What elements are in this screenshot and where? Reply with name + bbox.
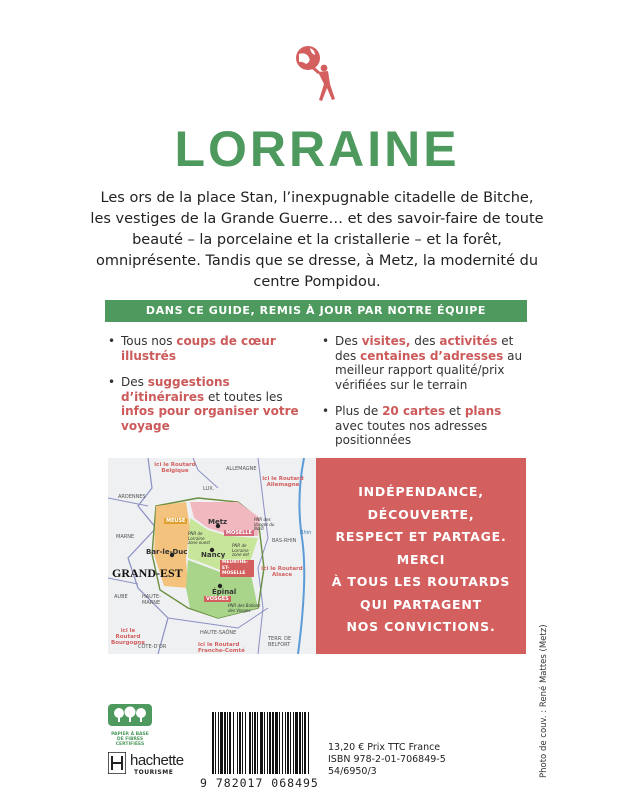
map-label-meurthe: MEURTHE-ET-MOSELLE: [220, 560, 254, 577]
slogan-box: [316, 458, 526, 654]
map-label-cote-dor: CÔTE-D’OR: [138, 644, 167, 650]
feature-bullet: • Des visites, des activités et des centaines d’adresses au meilleur rapport qualité/prix vérifiées sur le terrain: [322, 334, 532, 392]
publisher-name: hachette: [130, 752, 184, 769]
hachette-logo-icon: [108, 752, 126, 774]
map-label-nancy: Nancy: [201, 551, 226, 559]
map-labels: [108, 458, 316, 654]
feature-highlight: infos pour organiser votre voyage: [121, 404, 299, 433]
eco-label: [108, 704, 152, 747]
photo-credit: Photo de couv. : René Mattes (Metz): [539, 624, 549, 778]
feature-highlight: 20 cartes: [382, 404, 446, 418]
map-label-pnr-vosges-nord: PNR des Vosges du Nord: [254, 517, 275, 532]
map-label-haute-marne: HAUTE-MARNE: [142, 594, 161, 606]
trees-icon: [108, 704, 152, 726]
isbn-line: ISBN 978-2-01-706849-5: [328, 754, 446, 765]
barcode-digits: 9 782017 068495: [200, 776, 319, 790]
routard-globe-logo: [288, 42, 344, 104]
map-label-ardennes: ARDENNES: [118, 494, 146, 500]
map-label-allemagne: ALLEMAGNE: [226, 466, 257, 472]
map-label-terr-belfort: TERR. DE BELFORT: [268, 636, 292, 648]
book-title: LORRAINE: [174, 121, 460, 177]
map-label-pnr-ouest: PNR de Lorraine zone ouest: [188, 531, 210, 546]
feature-highlight: centaines d’adresses: [360, 348, 504, 363]
map-label-franche-comte: ici le Routard Franche-Comté: [198, 642, 245, 654]
feature-bullet: • Tous nos coups de cœur illustrés: [108, 334, 308, 363]
map-label-bourgogne: ici le Routard Bourgogne: [111, 628, 145, 646]
map-label-meuse: MEUSE: [166, 518, 186, 524]
map-label-allemagne-routard: ici le Routard Allemagne: [262, 476, 304, 488]
map-label-belgique: ici le Routard Belgique: [154, 462, 196, 474]
map-label-marne: MARNE: [116, 534, 135, 540]
price-info: [328, 742, 446, 778]
intro-paragraph: Les ors de la place Stan, l’inexpugnable citadelle de Bitche, les vestiges de la Grande Guerre… et des savoir-faire de toute beauté – la porcelaine et la cristallerie – et la forêt, omniprésente. Tandis que se dresse, à Metz, la modernité du centre Pompidou.: [90, 190, 544, 290]
feature-highlight: suggestions d’itinéraires: [121, 375, 230, 404]
publisher-sub: TOURISME: [134, 769, 174, 776]
map-label-aube: AUBE: [114, 594, 128, 600]
barcode-icon: [210, 712, 314, 774]
map-label-bar-le-duc: Bar-le-Duc: [146, 548, 188, 556]
feature-highlight: activités: [439, 334, 498, 348]
feature-bullet: • Plus de 20 cartes et plans avec toutes nos adresses positionnées: [322, 404, 532, 448]
feature-highlight: coups de cœur illustrés: [121, 334, 276, 363]
feature-bullet: • Des suggestions d’itinéraires et toutes les infos pour organiser votre voyage: [108, 375, 308, 433]
map-label-alsace: ici le Routard Alsace: [261, 566, 303, 578]
eco-caption: PAPIER À BASE DE FIBRES CERTIFIÉES: [111, 732, 149, 747]
map-label-pnr-est: PNR de Lorraine zone est: [232, 543, 249, 558]
map-label-region: GRAND-EST: [112, 566, 183, 580]
map-label-haute-saone: HAUTE-SAÔNE: [200, 630, 237, 636]
slogan-text: INDÉPENDANCE, DÉCOUVERTE, RESPECT ET PARTAGE. MERCI À TOUS LES ROUTARDS QUI PARTAGENT NOS CONVICTIONS.: [331, 484, 511, 635]
map-label-epinal: Épinal: [212, 588, 237, 596]
map-label-moselle: MOSELLE: [226, 530, 253, 536]
guide-banner: DANS CE GUIDE, REMIS À JOUR PAR NOTRE ÉQUIPE: [105, 300, 527, 322]
map-label-vosges: VOSGES: [206, 596, 229, 602]
map-label-bas-rhin: BAS-RHIN: [272, 538, 297, 544]
feature-highlight: visites,: [361, 334, 411, 348]
feature-highlight: plans: [464, 404, 502, 418]
map-label-rhin: Rhin: [300, 530, 312, 536]
map-label-metz: Metz: [208, 518, 228, 526]
map-label-lux: LUX.: [203, 486, 215, 492]
features-right-column: [322, 334, 532, 460]
price-line: 13,20 € Prix TTC France: [328, 742, 441, 753]
ref-line: 54/6950/3: [328, 766, 377, 777]
map-label-pnr-ballons: PNR des Ballons des Vosges: [228, 603, 261, 613]
features-left-column: [108, 334, 308, 445]
